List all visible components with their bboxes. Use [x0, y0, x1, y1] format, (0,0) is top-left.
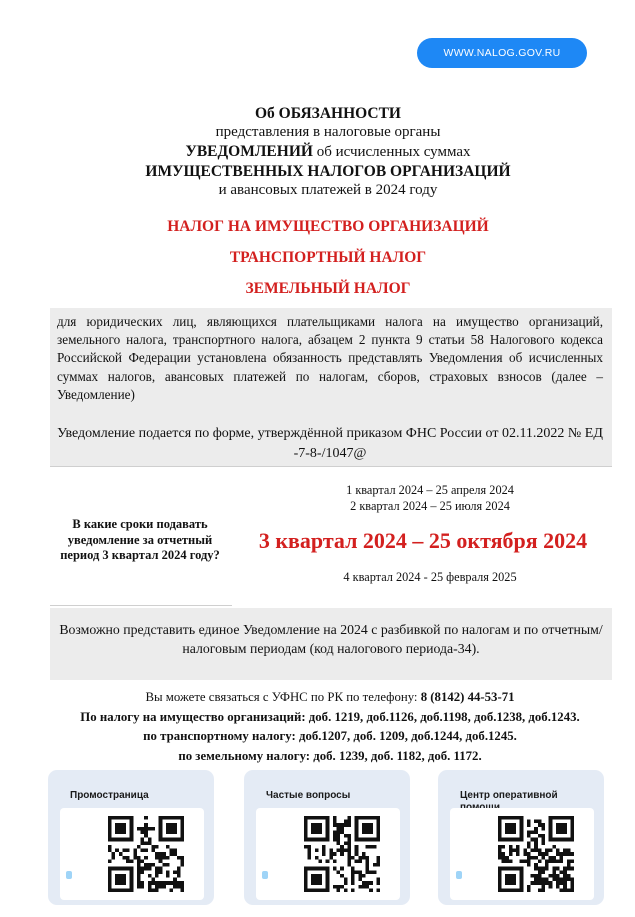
- divider-bottom: [50, 605, 232, 606]
- card-promo-label: Промостраница: [70, 790, 149, 801]
- contact-property-text: По налогу на имущество организаций: доб. 1219, доб.1126, доб.1198, доб.1238, доб.1243.: [80, 709, 580, 724]
- card-help-panel: [450, 808, 594, 900]
- title-line-5: и авансовых платежей в 2024 году: [218, 182, 438, 198]
- deadline-q2: 2 квартал 2024 – 25 июля 2024: [350, 499, 510, 513]
- deadline-q1: 1 квартал 2024 – 25 апреля 2024: [346, 483, 514, 497]
- divider-top: [50, 466, 612, 467]
- contact-land-text: по земельному налогу: доб. 1239, доб. 1182, доб. 1172.: [178, 748, 482, 763]
- title-line-3: [40, 142, 616, 162]
- title-line-2: представления в налоговые органы: [215, 124, 441, 140]
- card-promo[interactable]: [48, 770, 214, 905]
- card-help-center[interactable]: [438, 770, 604, 905]
- qr-code-icon[interactable]: [304, 816, 380, 892]
- contact-transport: [30, 727, 630, 747]
- contact-transport-text: по транспортному налогу: доб.1207, доб. 1209, доб.1244, доб.1245.: [143, 729, 517, 743]
- card-promo-panel: [60, 808, 204, 900]
- single-notice-text: Возможно представить единое Уведомление на 2024 с разбивкой по налогам и по отчетным/налоговым периодам (код налогового периода-34).: [59, 622, 603, 656]
- card-faq[interactable]: [244, 770, 410, 905]
- tax-land: ЗЕМЕЛЬНЫЙ НАЛОГ: [245, 280, 411, 297]
- tax-list: [40, 211, 616, 304]
- qr-code-icon[interactable]: [498, 816, 574, 892]
- tax-property: НАЛОГ НА ИМУЩЕСТВО ОРГАНИЗАЦИЙ: [167, 218, 489, 235]
- contact-property: [30, 708, 630, 728]
- panel-dot-icon: [262, 871, 268, 879]
- deadline-q4: 4 квартал 2024 - 25 февраля 2025: [343, 570, 517, 584]
- title-line-1: Об ОБЯЗАННОСТИ: [255, 105, 401, 122]
- title-line-3-bold: УВЕДОМЛЕНИЙ: [185, 143, 313, 160]
- phone-number: 8 (8142) 44-53-71: [420, 690, 515, 704]
- panel-dot-icon: [66, 871, 72, 879]
- tax-transport: ТРАНСПОРТНЫЙ НАЛОГ: [229, 249, 427, 266]
- deadline-q3-highlight: 3 квартал 2024 – 25 октября 2024: [258, 528, 588, 553]
- card-faq-panel: [256, 808, 400, 900]
- site-url-badge[interactable]: WWW.NALOG.GOV.RU: [417, 38, 587, 68]
- qr-code-icon[interactable]: [108, 816, 184, 892]
- document-title: [40, 104, 616, 200]
- obligation-paragraph: для юридических лиц, являющихся плательщиками налога на имущество организаций, земельного налога, транспортного налога, абзацем 2 пункта 9 статьи 58 Налогового кодекса Российской Федерации установлена обязанность представлять Уведомления об исчисленных суммах налогов, авансовых платежей по налогам, сборов, страховых взносов (далее – Уведомление): [57, 314, 603, 402]
- title-line-4: ИМУЩЕСТВЕННЫХ НАЛОГОВ ОРГАНИЗАЦИЙ: [145, 163, 511, 180]
- phone-label: Вы можете связаться с УФНС по РК по телефону:: [145, 690, 421, 704]
- contact-land: [30, 747, 630, 767]
- card-help-label: Центр оперативной: [460, 790, 558, 801]
- card-faq-label: Частые вопросы: [266, 790, 351, 801]
- order-reference: Уведомление подается по форме, утверждённой приказом ФНС России от 02.11.2022 № ЕД -7-8-/1047@: [57, 426, 603, 461]
- title-line-3-rest: об исчисленных суммах: [312, 144, 471, 160]
- contacts-block: [30, 688, 630, 766]
- deadline-question: В какие сроки подавать уведомление за отчетный период 3 квартал 2024 году?: [60, 517, 220, 562]
- contact-phone-line: [30, 688, 630, 708]
- panel-dot-icon: [456, 871, 462, 879]
